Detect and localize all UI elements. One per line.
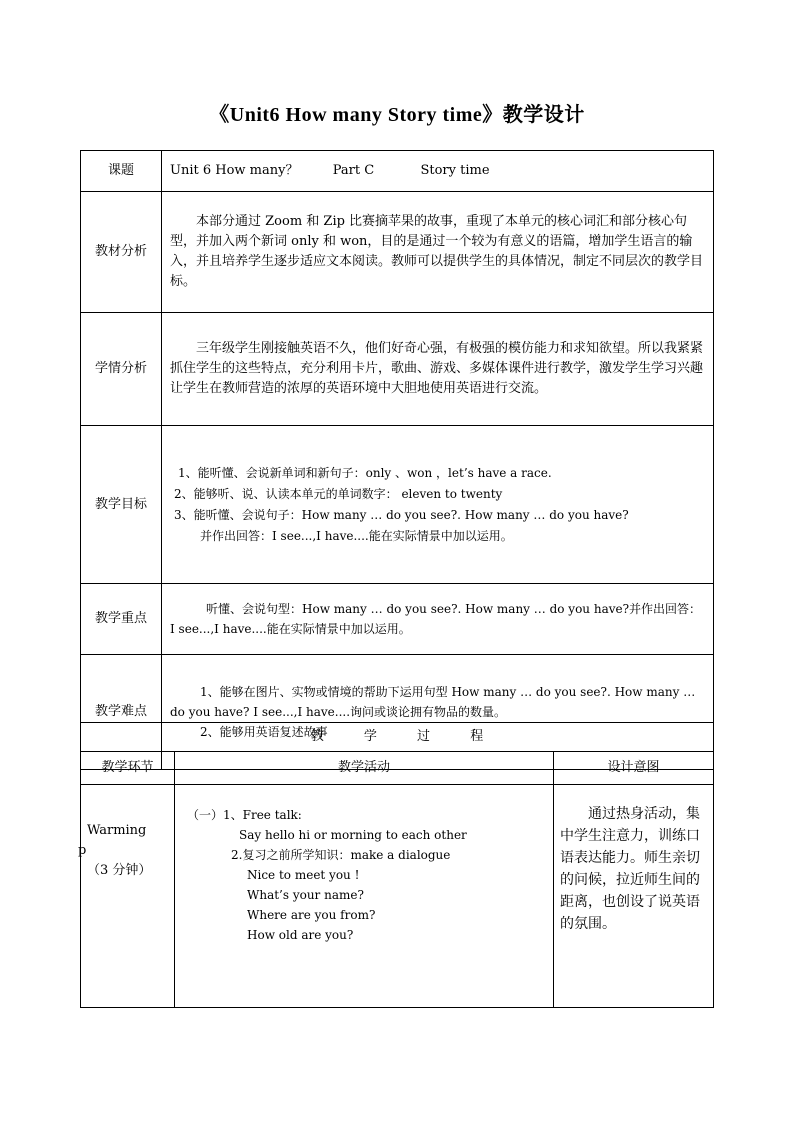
process-title: 教 学 过 程 <box>310 729 502 744</box>
learner-label: 学情分析 <box>81 313 162 426</box>
topic-section: Story time <box>420 163 490 178</box>
intent-text: 通过热身活动，集中学生注意力，训练口语表达能力。师生亲切的问候，拉近师生间的距离，也创设了说英语的氛围。 <box>560 806 700 932</box>
stage-name-wrap: p <box>78 843 87 858</box>
activity-line: What’s your name? <box>247 888 364 902</box>
objective-item: 3、能听懂、会说句子：How many … do you see?. How many … do you have? <box>174 507 629 522</box>
keypoints-row <box>81 584 714 655</box>
activities-cell <box>175 785 554 1008</box>
difficulties-label: 教学难点 <box>81 655 162 770</box>
keypoints-cell <box>162 584 714 655</box>
warmup-row <box>81 785 714 1008</box>
keypoints-text: 听懂、会说句型：How many … do you see?. How many … do you have?并作出回答：I see...,I have....能在实际情景中加以运用。 <box>170 602 702 636</box>
process-title-cell <box>81 723 714 752</box>
material-row <box>81 192 714 313</box>
process-title-row <box>81 723 714 752</box>
learner-row <box>81 313 714 426</box>
activity-line: Say hello hi or morning to each other <box>239 828 467 842</box>
stage-duration: （3 分钟） <box>87 863 152 878</box>
activity-line: 2.复习之前所学知识：make a dialogue <box>231 848 451 862</box>
objective-item: 1、能听懂、会说新单词和新句子：only 、won ，let’s have a race. <box>178 465 552 480</box>
difficulty-item: 2、能够用英语复述故事 <box>200 725 328 739</box>
stage-name: Warming <box>87 823 147 838</box>
document-title: 《Unit6 How many Story time》教学设计 <box>209 104 585 126</box>
objective-item: 2、能够听、说、认读本单元的单词数字： eleven to twenty <box>174 486 503 501</box>
topic-row <box>81 151 714 192</box>
objective-item: 并作出回答：I see...,I have....能在实际情景中加以运用。 <box>200 528 513 543</box>
teaching-process-table <box>80 722 714 1008</box>
topic-label: 课题 <box>81 151 162 192</box>
difficulty-item: 1、能够在图片、实物或情境的帮助下运用句型 How many … do you see?. How many … do you have? I see...,I have....询问或谈论拥有物品的数量。 <box>170 685 696 719</box>
header-activity: 教学活动 <box>175 752 554 785</box>
learner-text-cell <box>162 313 714 426</box>
topic-value <box>162 151 714 192</box>
activity-line: Nice to meet you ! <box>247 868 360 882</box>
intent-cell <box>554 785 714 1008</box>
material-label: 教材分析 <box>81 192 162 313</box>
keypoints-label: 教学重点 <box>81 584 162 655</box>
topic-unit: Unit 6 How many？ <box>170 163 299 178</box>
material-text-cell <box>162 192 714 313</box>
material-text: 本部分通过 Zoom 和 Zip 比赛摘苹果的故事，重现了本单元的核心词汇和部分核心句型，并加入两个新词 only 和 won，目的是通过一个较为有意义的语篇，增加学生语言的输入，并且培养学生逐步适应文本阅读。教师可以提供学生的具体情况，制定不同层次的教学目标。 <box>170 214 704 289</box>
learner-text: 三年级学生刚接触英语不久，他们好奇心强，有极强的模仿能力和求知欲望。所以我紧紧抓住学生的这些特点，充分利用卡片，歌曲、游戏、多媒体课件进行教学，激发学生学习兴趣让学生在教师营造的浓厚的英语环境中大胆地使用英语进行交流。 <box>170 341 704 396</box>
objectives-row <box>81 426 714 584</box>
objectives-cell <box>162 426 714 584</box>
activity-line: （一）1、Free talk: <box>187 808 302 822</box>
activity-line: How old are you? <box>247 928 354 942</box>
lesson-info-table <box>80 150 714 770</box>
stage-cell <box>78 785 175 1008</box>
objectives-label: 教学目标 <box>81 426 162 584</box>
header-stage: 教学环节 <box>81 752 175 785</box>
header-intent: 设计意图 <box>554 752 714 785</box>
activity-line: Where are you from? <box>247 908 376 922</box>
process-header-row <box>81 752 714 785</box>
topic-part: Part C <box>332 163 375 178</box>
